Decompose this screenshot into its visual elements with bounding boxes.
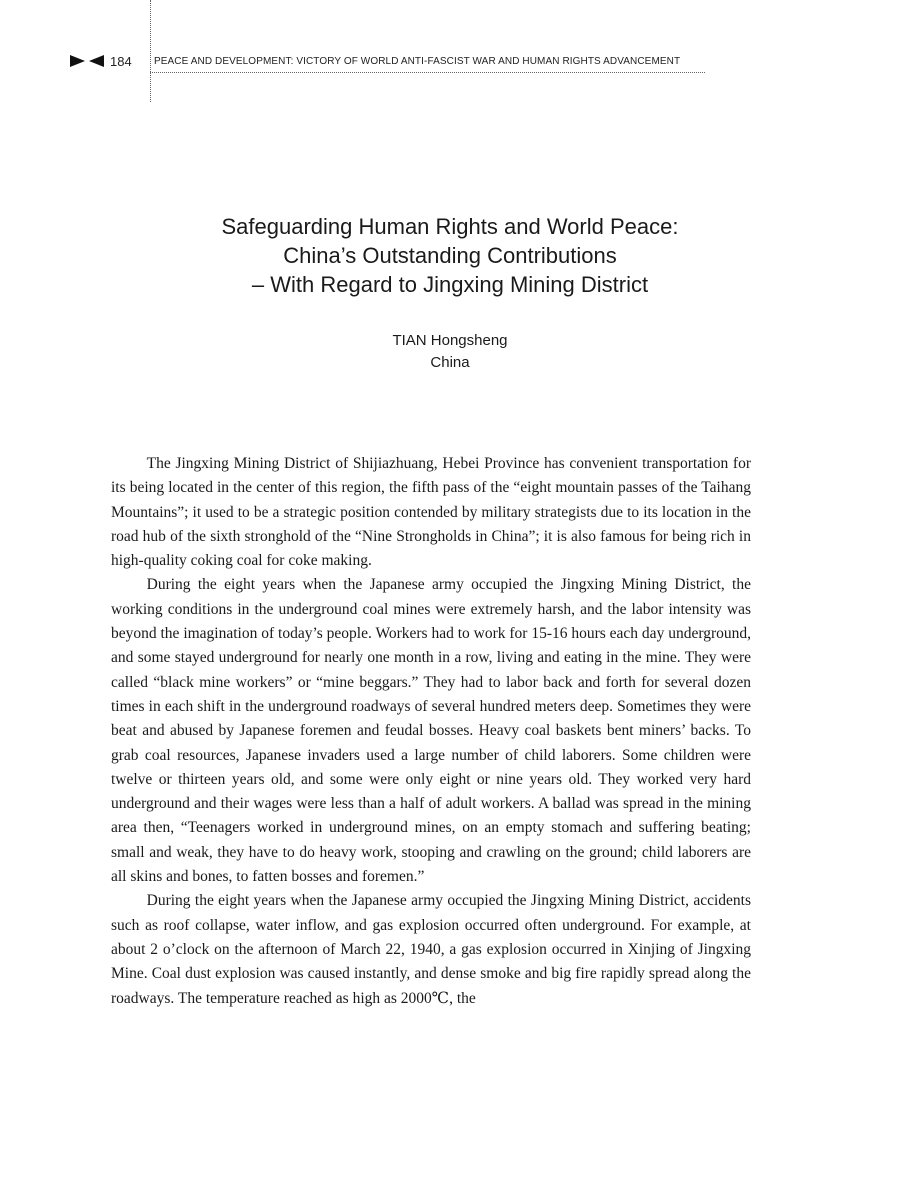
article-title: [100, 212, 800, 299]
body-paragraph-2: During the eight years when the Japanese army occupied the Jingxing Mining District, the working conditions in the underground coal mines were extremely harsh, and the labor intensity was beyond the imagination of today’s people. Workers had to work for 15-16 hours each day underground, and some stayed underground for nearly one month in a row, living and eating in the mine. They were called “black mine workers” or “mine beggars.” They had to labor back and forth for several dozen times in each shift in the underground roadways of several hundred meters deep. Sometimes they were beat and abused by Japanese foremen and feudal bosses. Heavy coal baskets bent miners’ backs. To grab coal resources, Japanese invaders used a large number of child laborers. Some children were twelve or thirteen years old, and some were only eight or nine years old. They worked very hard underground and their wages were less than a half of adult workers. A ballad was spread in the mining area then, “Teenagers worked in underground mines, on an empty stomach and suffering beating; small and weak, they have to do heavy work, stooping and crawling on the ground; child laborers are all skins and bones, to fatten bosses and foremen.”: [111, 576, 751, 886]
article-body: [111, 452, 751, 1011]
bowtie-ornament-icon: [70, 53, 104, 69]
body-paragraph-1: The Jingxing Mining District of Shijiazhuang, Hebei Province has convenient transportation for its being located in the center of this region, the fifth pass of the “eight mountain passes of the Taihang Mountains”; it used to be a strategic position contended by military strategists due to its location in the road hub of the sixth stronghold of the “Nine Strongholds in China”; it is also famous for being rich in high-quality coking coal for coke making.: [111, 455, 751, 570]
page-header: [70, 50, 680, 72]
author-block: [100, 330, 800, 374]
title-line-3: – With Regard to Jingxing Mining District: [251, 272, 649, 297]
header-horizontal-rule: [150, 72, 705, 73]
running-head: PEACE AND DEVELOPMENT: VICTORY OF WORLD ANTI-FASCIST WAR AND HUMAN RIGHTS ADVANCEMENT: [154, 55, 681, 67]
page-number: 184: [110, 53, 132, 69]
body-paragraph-3: During the eight years when the Japanese army occupied the Jingxing Mining District, accidents such as roof collapse, water inflow, and gas explosion occurred often underground. For example, at about 2 o’clock on the afternoon of March 22, 1940, a gas explosion occurred in Xinjing of Jingxing Mine. Coal dust explosion was caused instantly, and dense smoke and big fire rapidly spread along the roadways. The temperature reached as high as 2000℃, the: [111, 892, 751, 1007]
author-affiliation: China: [430, 354, 470, 371]
author-name: TIAN Hongsheng: [392, 332, 508, 349]
title-line-1: Safeguarding Human Rights and World Peace:: [221, 214, 679, 239]
title-line-2: China’s Outstanding Contributions: [283, 243, 617, 268]
